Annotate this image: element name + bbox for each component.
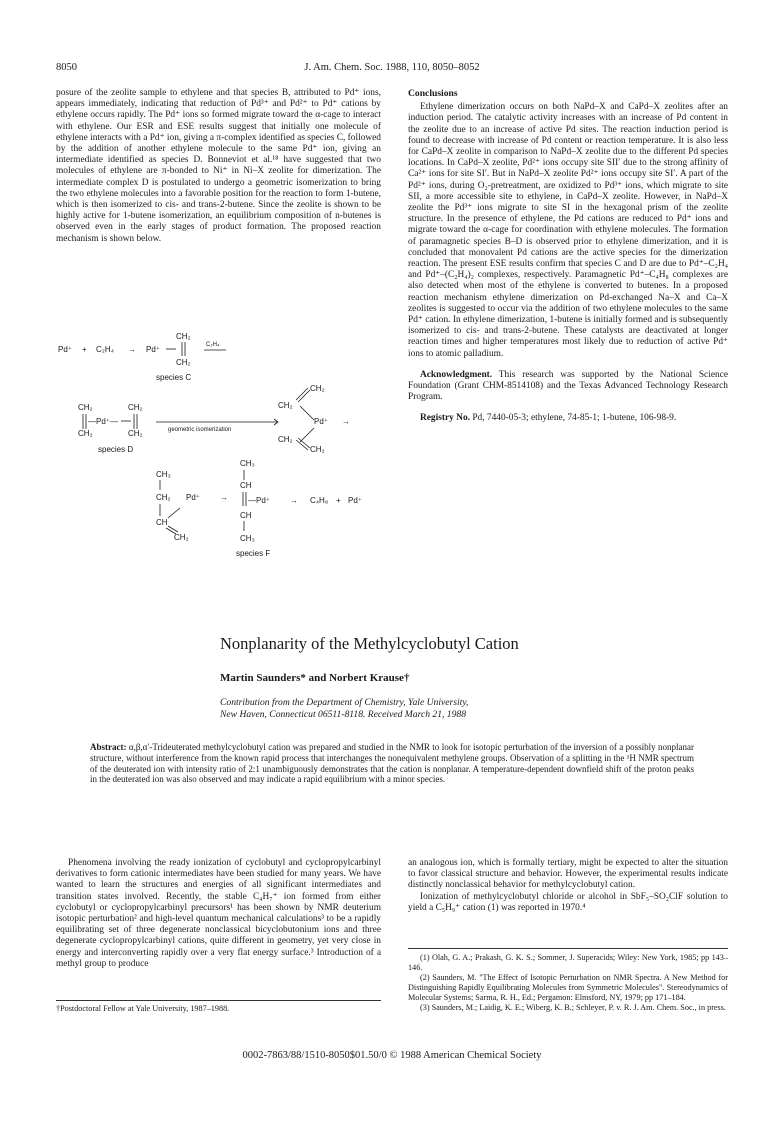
scheme-c2h4-1: C₂H₄ (96, 345, 114, 354)
journal-citation: J. Am. Chem. Soc. 1988, 110, 8050–8052 (304, 62, 480, 73)
scheme-arrow-2: → (342, 417, 350, 426)
scheme-ch2-2c: CH₂ (128, 403, 143, 412)
article-authors: Martin Saunders* and Norbert Krause† (220, 672, 410, 684)
scheme-pd-2: Pd⁺ (146, 345, 161, 354)
species-f-label: species F (236, 549, 271, 558)
scheme-arrow-3: → (220, 493, 228, 502)
scheme-ch2-2d: CH₂ (128, 429, 143, 438)
scheme-plus-2: + (336, 496, 341, 505)
reference-3: (3) Saunders, M.; Laidig, K. E.; Wiberg, K. B.; Schleyer, P. v. R. J. Am. Chem. Soc., in press. (420, 1003, 726, 1012)
intro-paragraph: Phenomena involving the ready ionization of cyclobutyl and cyclopropylcarbinyl derivatives to form cationic intermediates have been studied for many years. We have wanted to learn the structures and energies of all significant intermediates and transition states involved. Recently, the stable C₄H₇⁺ ion formed from either cyclobutyl or cyclopropylcarbinyl precursors¹ has been shown by NMR deuterium isotopic perturbation² and high-level quantum mechanical calculations³ to be a rapidly equilibrating set of three degenerate nonclassical bicyclobutonium ions and three degenerate cyclopropylcarbinyl cations, quite different in geometry, yet very close in energy and interconverting rapidly over a very flat energy surface.³ Introduction of a methyl group to produce (56, 858, 381, 969)
scheme-c2h4-small: C₂H₄ (206, 342, 220, 348)
scheme-pd-d: —Pd⁺— (88, 417, 119, 426)
conclusions-text: Ethylene dimerization occurs on both NaPd–X and CaPd–X zeolites after an induction period. The catalytic activity increases with an increase of Pd content in the zeolite due to an increase of active Pd sites. The reaction induction period is found to decrease with increase of Pd content or reaction temperature. It is also less for CaPd–X zeolite in comparison to NaPd–X zeolite due to the different Pd species locations. In CaPd–X zeolite, Pd²⁺ ions occupy site SII′ due to the strong affinity of Ca²⁺ ions for site SI′. But in NaPd–X zeolite Pd²⁺ ions occupy site SI′. A part of the Pd²⁺ ions, during O₂-pretreatment, are oxidized to Pd³⁺ ions, which migrate to site SII, a more accessible site to ethylene, in CaPd–X zeolite. However, in NaPd–X zeolite the Pd³⁺ ions migrate to site SI in the hexagonal prism of the zeolite structure. In the presence of ethylene, the Pd cations are reduced to Pd⁺ ions and migrate toward the α-cage for coordination with ethylene molecules. The formation of paramagnetic species B–D is observed prior to ethylene dimerization, and it is concluded that monovalent Pd cations are the active species for the dimerization reaction. The present ESE results confirm that species C and D are due to Pd⁺–C₂H₄ and Pd⁺–(C₂H₄)₂ complexes, respectively. Paramagnetic Pd⁺–C₄H₈ complexes are also detected when most of the ethylene is converted to butenes. In a proposed reaction mechanism ethylene dimerization on Pd-exchanged Na–X and Ca–X zeolites is suggested to occur via the addition of two ethylene molecules to the same Pd⁺ cation. In ethylene dimerization, 1-butene is initially formed and is subsequently isomerized to cis- and trans-2-butene. These catalysts are deactivated at longer reaction times and higher temperatures most likely due to reduction of active Pd⁺ ions to atomic palladium. (408, 102, 728, 359)
scheme-ch2-3a: CH₂ (156, 493, 171, 502)
scheme-ch2-2g: CH₂ (278, 435, 293, 444)
article-abstract (90, 742, 694, 785)
species-c-label: species C (156, 373, 192, 382)
body-paragraph-1: an analogous ion, which is formally tertiary, might be expected to alter the situation to favor classical structure and behavior. However, the experimental results indicate distinctly nonclassical behavior for methylcyclobutyl cation. (408, 858, 728, 891)
article-affiliation (220, 697, 620, 721)
scheme-plus-1: + (82, 345, 87, 354)
right-column-top (408, 88, 728, 425)
scheme-pd-6: Pd⁺ (348, 496, 363, 505)
scheme-ch2-2h: CH₂ (310, 445, 325, 454)
footnote-rule-left (56, 1000, 381, 1001)
page-footer: 0002-7863/88/1510-8050$01.50/0 © 1988 American Chemical Society (242, 1050, 542, 1061)
scheme-ch2-2b: CH₂ (78, 429, 93, 438)
scheme-row-species-f (156, 459, 362, 558)
scheme-arrow-4: → (290, 496, 298, 505)
abstract-text: α,β,α′-Trideuterated methylcyclobutyl cation was prepared and studied in the NMR to look for isotopic perturbation of the inversion of a possibly nonplanar structure, without interference from the known rapid process that interchanges the nonequivalent methylene groups. Observation of a splitting in the ¹H NMR spectrum of the deuterated ion with intensity ratio of 2:1 unambiguously demonstrates that the cation is nonplanar. A temperature-dependent downfield shift of the proton peaks in the deuterated ion was also observed and may indicate a rapid equilibrium with a minor species. (90, 742, 694, 785)
scheme-ch2-2f: CH₂ (278, 401, 293, 410)
footnote-rule-right (408, 948, 728, 949)
left-column-body (56, 858, 381, 970)
scheme-pd-4: Pd⁺ (186, 493, 201, 502)
scheme-ch-1: CH (156, 518, 168, 527)
acknowledgment-label: Acknowledgment. (420, 369, 493, 380)
scheme-ch-3: CH (240, 511, 252, 520)
reaction-scheme (56, 328, 396, 568)
scheme-ch2-1b: CH₂ (176, 358, 191, 367)
article-title: Nonplanarity of the Methylcyclobutyl Cation (220, 634, 519, 653)
left-column-top (56, 88, 381, 245)
scheme-ch2-1a: CH₂ (176, 332, 191, 341)
scheme-ch2-3b: CH₂ (174, 533, 189, 542)
scheme-ch2-2a: CH₂ (78, 403, 93, 412)
abstract-label: Abstract: (90, 742, 127, 752)
registry (408, 413, 728, 424)
scheme-pd-3: Pd⁺ (314, 417, 329, 426)
scheme-row-species-c (58, 332, 226, 382)
scheme-ch-2: CH (240, 481, 252, 490)
body-paragraph-2: Ionization of methylcyclobutyl chloride or alcohol in SbF₅–SO₂ClF solution to yield a C₅H₉⁺ cation (1) was reported in 1970.⁴ (408, 891, 728, 913)
scheme-arrow-1: → (128, 345, 136, 354)
page-number: 8050 (56, 62, 77, 73)
mechanism-paragraph: posure of the zeolite sample to ethylene and that species B, attributed to Pd⁺ ions, appears immediately, indicating that reduction of Pd³⁺ and Pd²⁺ to Pd⁺ cations by ethylene occurs rapidly. The Pd⁺ ions so formed migrate toward the α-cage to interact with ethylene. Our ESR and ESE results suggest that initially one molecule of ethylene interacts with a Pd⁺ ion, giving a π-complex identified as species C, followed by the addition of another ethylene molecule to the same Pd⁺ ion, giving an intermediate identified as species D. Bonneviot et al.¹⁸ have suggested that two molecules of ethylene are π-bonded to Ni⁺ in Ni–X zeolite for dimerization. The intermediate complex D is postulated to undergo a geometric isomerization to bring the two ethylene molecules into a favorable position for the reaction to form 1-butene, which is then isomerized to cis- and trans-2-butene. Since the zeolite is shown to be highly active for 1-butene isomerization, an equilibrium composition of n-butenes is observed even in the early stages of product formation. The proposed reaction mechanism is shown below. (56, 88, 381, 244)
geometric-isomerization-label: geometric isomerization (168, 427, 232, 433)
scheme-c4h8: C₄H₈ (310, 496, 329, 505)
scheme-ch2-2e: CH₂ (310, 384, 325, 393)
scheme-ch3-3: CH₃ (240, 534, 255, 543)
registry-label: Registry No. (420, 413, 470, 424)
reference-2: (2) Saunders, M. "The Effect of Isotopic Perturbation on NMR Spectra. A New Method for Distinguishing Rapidly Equilibrating Molecules from Symmetric Molecules". Stereodynamics of Molecular Systems; Sarma, R. H., Ed.; Pergamon: Elmsford, NY, 1979; pp 171–184. (408, 973, 728, 1002)
references (408, 953, 728, 1013)
acknowledgment-text: This research was supported by the National Science Foundation (Grant CHM-8514108) and the Texas Advanced Technology Research Program. (408, 369, 728, 403)
scheme-pd-5: —Pd⁺ (248, 496, 271, 505)
reference-1: (1) Olah, G. A.; Prakash, G. K. S.; Sommer, J. Superacids; Wiley: New York, 1985; pp 143–146. (408, 953, 728, 972)
scheme-ch3-1: CH₃ (156, 470, 171, 479)
affiliation-line-1: Contribution from the Department of Chemistry, Yale University, (220, 697, 469, 708)
right-column-body (408, 858, 728, 914)
conclusions-heading: Conclusions (408, 88, 458, 99)
acknowledgment (408, 370, 728, 404)
running-header (56, 62, 728, 76)
author-footnote: †Postdoctoral Fellow at Yale University, 1987–1988. (56, 1004, 230, 1013)
affiliation-line-2: New Haven, Connecticut 06511-8118. Received March 21, 1988 (220, 709, 466, 720)
registry-text: Pd, 7440-05-3; ethylene, 74-85-1; 1-butene, 106-98-9. (470, 413, 677, 424)
scheme-row-species-d (78, 384, 350, 454)
scheme-ch3-2: CH₃ (240, 459, 255, 468)
species-d-label: species D (98, 445, 134, 454)
scheme-pd-1: Pd⁺ (58, 345, 73, 354)
